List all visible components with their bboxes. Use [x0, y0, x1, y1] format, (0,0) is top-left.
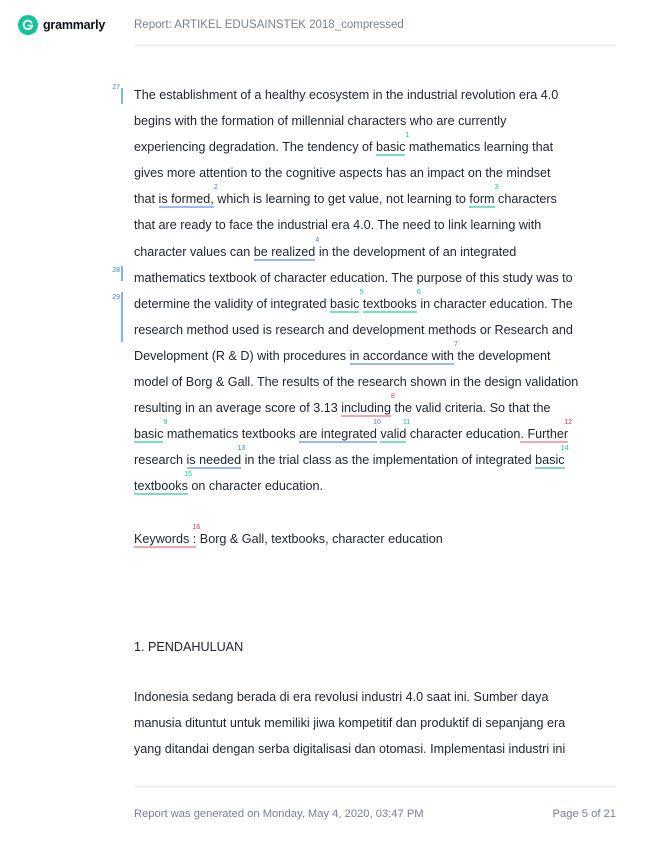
margin-bar: [121, 292, 123, 342]
highlighted-text: in accordance with: [349, 348, 454, 363]
suggestion-number: 1: [405, 132, 410, 140]
text-line: [134, 267, 616, 293]
body-line: manusia dituntut untuk memiliki jiwa kompetitif dan produktif di sepanjang era: [134, 716, 566, 731]
suggestion-highlight[interactable]: [520, 419, 573, 443]
highlighted-text: basic: [134, 427, 164, 442]
text-segment: determine the validity of integrated: [134, 296, 331, 311]
suggestion-highlight[interactable]: [380, 419, 411, 443]
suggestion-highlight[interactable]: [134, 471, 192, 495]
body-line: yang ditandai dengan serba digitalisasi dan otomasi. Implementasi industri ini: [134, 742, 566, 757]
highlighted-text: textbooks: [362, 296, 417, 311]
suggestion-highlight[interactable]: [362, 288, 421, 313]
suggestion-number: 4: [315, 236, 320, 244]
text-segment: character values can: [134, 244, 254, 259]
section-heading: 1. PENDAHULUAN: [134, 640, 244, 654]
text-segment: research: [134, 453, 187, 468]
text-segment: the development: [453, 348, 551, 363]
suggestion-highlight[interactable]: [299, 419, 381, 443]
grammarly-logo-icon: [18, 15, 38, 35]
text-segment: the valid criteria. So that the: [390, 401, 551, 416]
text-segment: resulting in an average score of 3.13: [134, 401, 342, 416]
suggestion-number: 6: [416, 288, 421, 296]
text-segment: characters: [494, 192, 557, 207]
text-line: [134, 162, 616, 188]
suggestion-number: 3: [494, 184, 499, 192]
suggestion-highlight[interactable]: [535, 445, 569, 469]
text-segment: character education: [406, 427, 521, 442]
suggestion-number: 14: [560, 445, 569, 453]
text-segment: Borg & Gall, textbooks, character education: [196, 531, 443, 546]
suggestion-number: 12: [564, 419, 573, 427]
highlighted-text: basic: [330, 296, 360, 311]
body-paragraph: [134, 686, 616, 764]
suggestion-highlight[interactable]: [376, 132, 410, 156]
margin-marker: 27: [112, 84, 120, 91]
suggestion-highlight[interactable]: [330, 288, 364, 313]
suggestion-highlight[interactable]: [469, 184, 499, 208]
highlighted-text: basic: [535, 453, 565, 468]
suggestion-number: 9: [163, 419, 168, 427]
report-title: Report: ARTIKEL EDUSAINSTEK 2018_compressed: [134, 19, 404, 31]
text-segment: in character education. The: [416, 296, 573, 311]
text-segment: The establishment of a healthy ecosystem in the industrial revolution era 4.0: [134, 88, 559, 102]
text-line: [134, 184, 616, 214]
text-segment: in the trial class as the implementation of integrated: [241, 453, 536, 468]
highlighted-text: textbooks: [134, 479, 188, 494]
highlighted-text: are integrated: [299, 427, 377, 442]
highlighted-text: be realized: [253, 244, 316, 259]
margin-bar: [121, 88, 123, 104]
highlighted-text: . Further: [520, 427, 569, 442]
grammarly-logo: [18, 15, 105, 35]
page-indicator: Page 5 of 21: [552, 808, 616, 820]
margin-marker: 29: [112, 294, 120, 301]
text-line: [134, 371, 616, 397]
suggestion-highlight[interactable]: [349, 340, 458, 365]
text-line: [134, 445, 616, 475]
text-segment: mathematics textbook of character education. The purpose of this study was to: [134, 270, 573, 285]
text-line: [134, 419, 616, 449]
highlighted-text: basic: [376, 140, 406, 155]
text-segment: model of Borg & Gall. The results of the research shown in the design validation: [134, 375, 579, 390]
text-segment: Development (R & D) with procedures: [134, 348, 350, 363]
text-segment: begins with the formation of millennial characters who are currently: [134, 114, 507, 129]
report-header: [0, 0, 650, 48]
text-line: [134, 319, 616, 345]
text-line: [134, 132, 616, 162]
text-segment: in the development of an integrated: [315, 244, 517, 259]
text-line: [134, 288, 616, 319]
highlighted-text: including: [341, 401, 391, 416]
highlighted-text: is needed: [186, 453, 242, 468]
highlighted-text: form: [469, 192, 495, 207]
text-segment: that: [134, 192, 159, 207]
text-line: [134, 340, 616, 371]
text-segment: experiencing degradation. The tendency of: [134, 140, 377, 155]
suggestion-number: 5: [359, 288, 364, 296]
margin-marker: 28: [112, 267, 120, 274]
margin-bar: [121, 266, 123, 281]
suggestion-number: 15: [184, 471, 192, 479]
text-segment: research method used is research and development methods or Research and: [134, 322, 573, 337]
text-segment: that are ready to face the industrial era 4.0. The need to link learning with: [134, 218, 542, 233]
text-line: [134, 523, 616, 554]
text-line: [134, 236, 616, 267]
abstract-text: [134, 84, 616, 554]
suggestion-number: 13: [237, 445, 246, 453]
highlighted-text: valid: [380, 427, 407, 442]
text-segment: which is learning to get value, not learning to: [213, 192, 470, 207]
suggestion-highlight[interactable]: [186, 445, 246, 469]
header-divider: [134, 45, 616, 46]
suggestion-highlight[interactable]: [158, 184, 218, 208]
text-line: [134, 110, 616, 136]
blank-line: [134, 502, 616, 528]
text-line: [134, 214, 616, 240]
suggestion-highlight[interactable]: [341, 393, 395, 417]
suggestion-number: 11: [403, 419, 411, 427]
highlighted-text: Keywords :: [134, 531, 197, 546]
text-line: [134, 471, 616, 501]
footer-divider: [134, 786, 616, 787]
suggestion-number: 8: [391, 393, 395, 401]
text-line: [134, 84, 616, 110]
body-line: Indonesia sedang berada di era revolusi industri 4.0 saat ini. Sumber daya: [134, 690, 549, 704]
brand-name: grammarly: [43, 18, 106, 32]
text-segment: mathematics learning that: [405, 140, 554, 155]
suggestion-highlight[interactable]: [134, 419, 168, 443]
suggestion-highlight[interactable]: [253, 236, 320, 261]
suggestion-number: 10: [373, 419, 381, 427]
highlighted-text: is formed,: [158, 192, 214, 207]
suggestion-number: 2: [213, 184, 218, 192]
text-segment: on character education.: [187, 479, 324, 494]
suggestion-number: 7: [453, 340, 458, 348]
text-segment: gives more attention to the cognitive aspects has an impact on the mindset: [134, 166, 551, 181]
suggestion-number: 16: [192, 523, 201, 531]
report-generated-date: Report was generated on Monday, May 4, 2020, 03:47 PM: [134, 808, 424, 820]
text-segment: mathematics textbooks: [163, 427, 300, 442]
suggestion-highlight[interactable]: [134, 523, 201, 548]
